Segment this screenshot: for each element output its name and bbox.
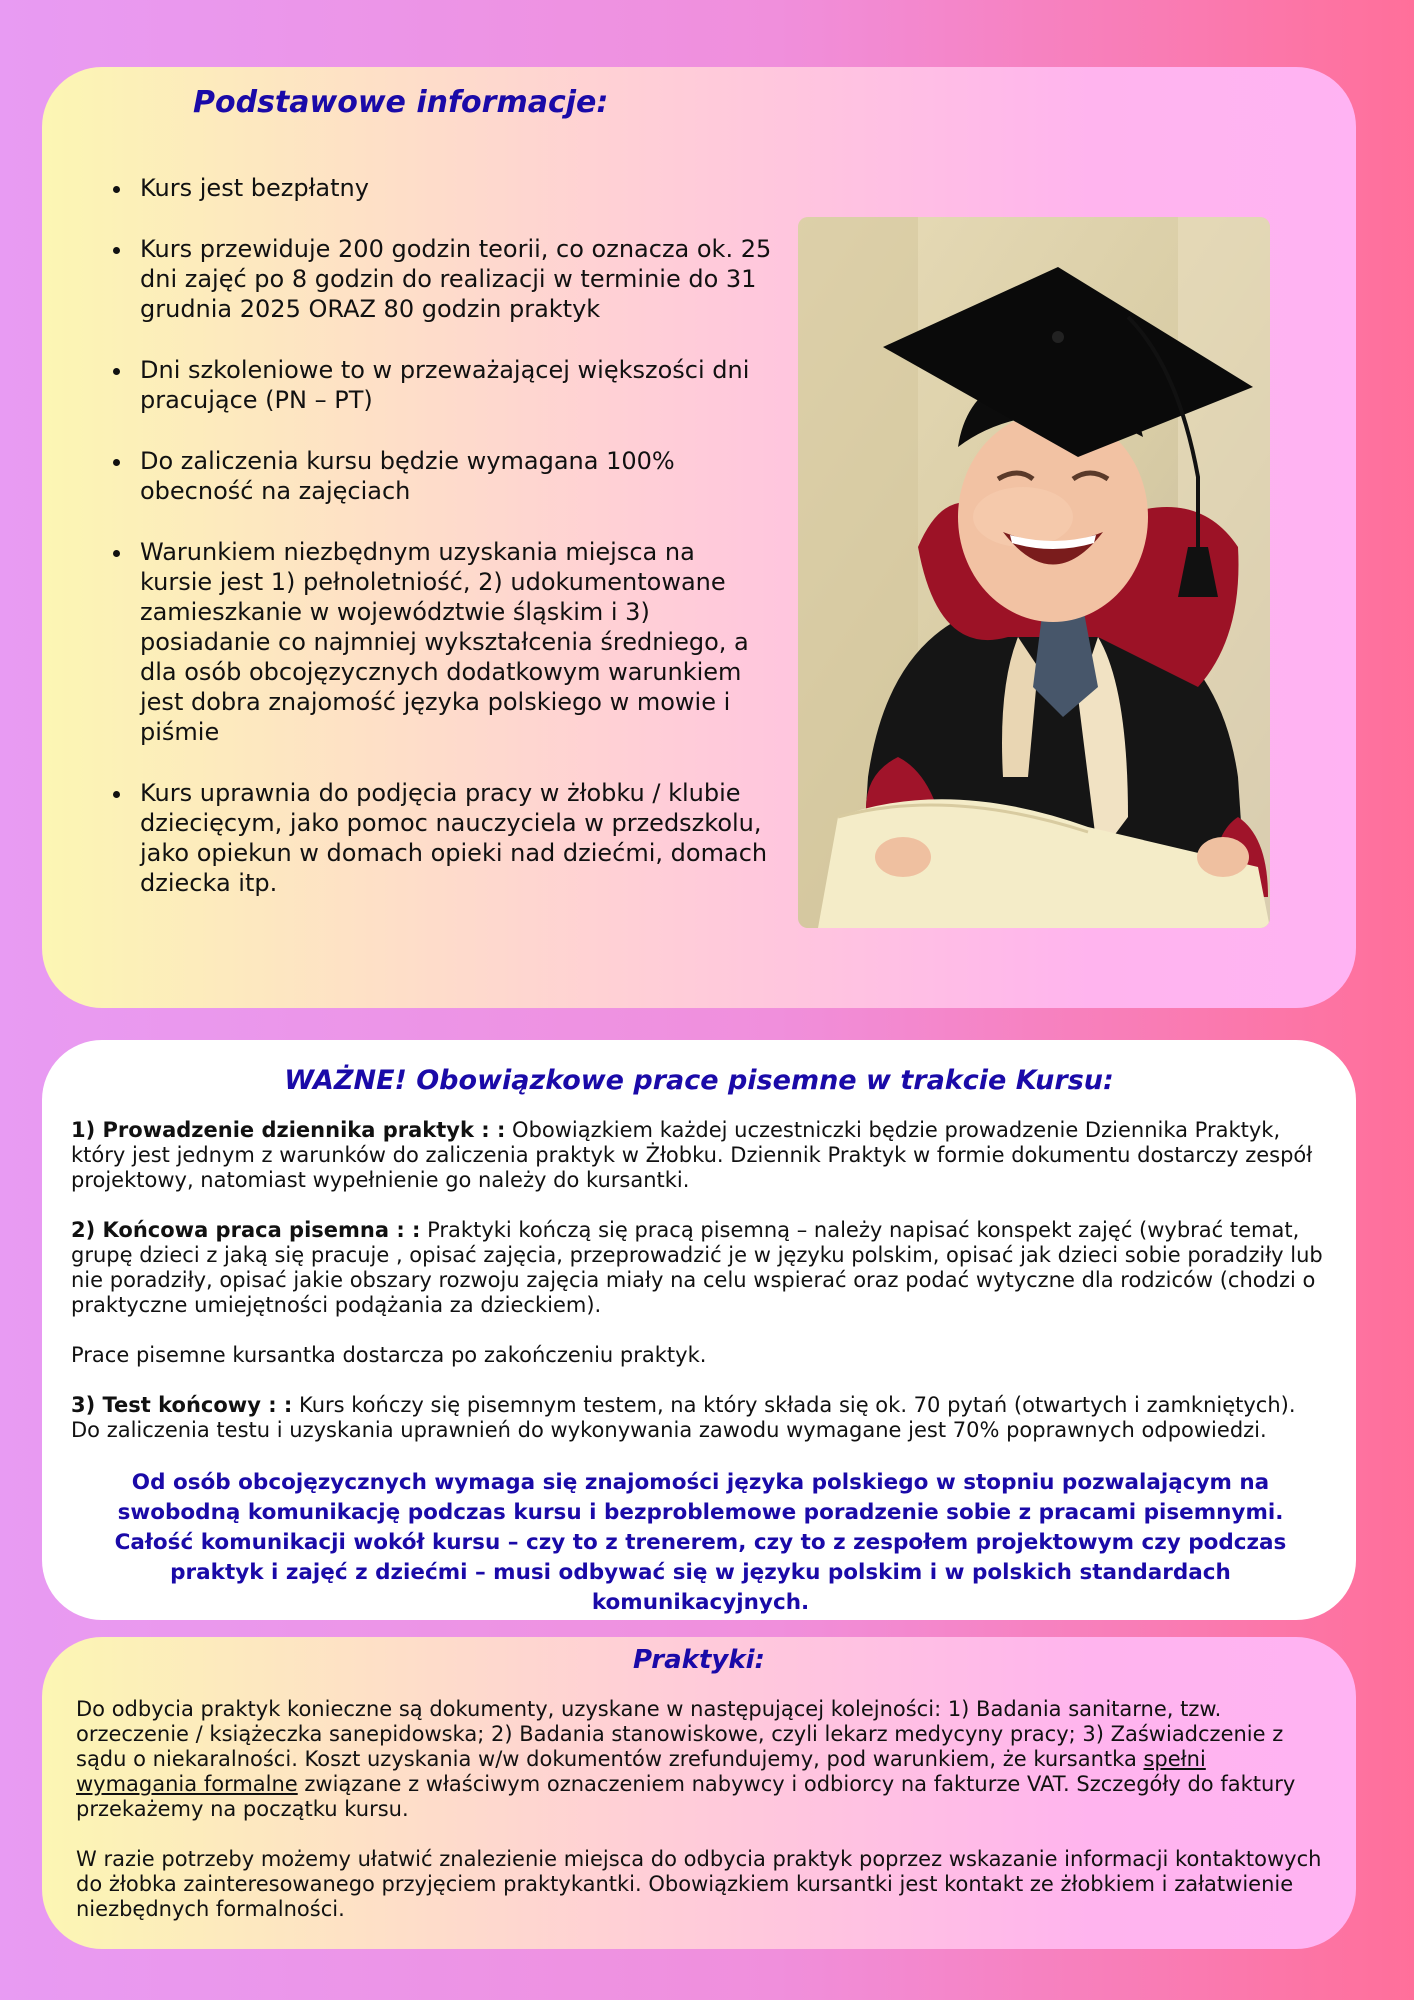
basic-info-list <box>108 173 774 929</box>
final-paper-paragraph <box>71 1218 1330 1318</box>
final-test-label: 3) Test końcowy : : <box>71 1393 293 1417</box>
diary-text: Obowiązkiem każdej uczestniczki będzie prowadzenie Dziennika Praktyk, który jest jednym z warunków do zaliczenia praktyk w Żłobku. Dziennik Praktyk w formie dokumentu dostarczy zespół projektowy, natomiast wypełnienie go należy do kursantki. <box>71 1118 1313 1192</box>
list-item: • Dni szkoleniowe to w przeważającej większości dni pracujące (PN – PT) <box>134 355 774 415</box>
final-paper-text: Praktyki kończą się pracą pisemną – należy napisać konspekt zajęć (wybrać temat, grupę dzieci z jaką się pracuje , opisać zajęcia, przeprowadzić je w języku polskim, opisać jak dzieci sobie poradziły lub nie poradziły, opisać jakie obszary rozwoju zajęcia miały na celu wspierać oraz podać wytyczne dla rodziców (chodzi o praktyczne umiejętności podążania za dzieckiem). <box>71 1218 1323 1317</box>
graduate-child-photo <box>798 217 1270 928</box>
list-item: • Do zaliczenia kursu będzie wymagana 100% obecność na zajęciach <box>134 446 774 506</box>
written-work-text <box>71 1118 1330 1618</box>
basic-info-panel <box>42 67 1356 1008</box>
placement-paragraph: W razie potrzeby możemy ułatwić znalezienie miejsca do odbycia praktyk poprzez wskazanie informacji kontaktowych do żłobka zainteresowanego przyjęciem praktykantki. Obowiązkiem kursantki jest kontakt ze żłobkiem i załatwienie niezbędnych formalności. <box>76 1847 1322 1921</box>
internship-title: Praktyki: <box>633 1645 765 1675</box>
list-item: • Kurs przewiduje 200 godzin teorii, co oznacza ok. 25 dni zajęć po 8 godzin do realizacji w terminie do 31 grudnia 2025 ORAZ 80 godzin praktyk <box>134 234 774 324</box>
delivery-paragraph: Prace pisemne kursantka dostarcza po zakończeniu praktyk. <box>71 1343 707 1367</box>
documents-text-a: Do odbycia praktyk konieczne są dokumenty, uzyskane w następującej kolejności: 1) Badania sanitarne, tzw. orzeczenie / książeczka sanepidowska; 2) Badania stanowiskowe, czyli lekarz medycyny pracy; 3) Zaświadczenie z sądu o niekaralności. Koszt uzyskania w/w dokumentów zrefundujemy, pod warunkiem, że kursantka <box>76 1697 1284 1771</box>
final-paper-label: 2) Końcowa praca pisemna : : <box>71 1218 421 1242</box>
written-work-panel <box>42 1040 1356 1620</box>
formal-requirements-link[interactable]: spełni wymagania formalne <box>76 1747 1206 1796</box>
diary-label: 1) Prowadzenie dziennika praktyk : : <box>71 1118 506 1142</box>
list-item: • Warunkiem niezbędnym uzyskania miejsca na kursie jest 1) pełnoletniość, 2) udokumentowane zamieszkanie w województwie śląskim i 3) posiadanie co najmniej wykształcenia średniego, a dla osób obcojęzycznych dodatkowym warunkiem jest dobra znajomość języka polskiego w mowie i piśmie <box>134 537 774 747</box>
final-test-text: Kurs kończy się pisemnym testem, na który składa się ok. 70 pytań (otwartych i zamkniętych). Do zaliczenia testu i uzyskania uprawnień do wykonywania zawodu wymagane jest 70% poprawnych odpowiedzi. <box>71 1393 1296 1442</box>
list-item: • Kurs jest bezpłatny <box>134 173 774 203</box>
basic-info-title: Podstawowe informacje: <box>193 85 609 120</box>
written-work-title: WAŻNE! Obowiązkowe prace pisemne w trakcie Kursu: <box>284 1065 1114 1096</box>
final-test-paragraph <box>71 1393 1330 1443</box>
documents-text-b: związane z właściwym oznaczeniem nabywcy i odbiorcy na fakturze VAT. Szczegóły do faktury przekażemy na początku kursu. <box>76 1772 1296 1821</box>
diary-paragraph <box>71 1118 1330 1193</box>
language-note: Od osób obcojęzycznych wymaga się znajomości języka polskiego w stopniu pozwalającym na swobodną komunikację podczas kursu i bezproblemowe poradzenie sobie z pracami pisemnymi. Całość komunikacji wokół kursu – czy to z trenerem, czy to z zespołem projektowym czy podczas praktyk i zajęć z dziećmi – musi odbywać się w języku polskim i w polskich standardach komunikacyjnych. <box>114 1470 1287 1615</box>
documents-paragraph <box>76 1697 1330 1822</box>
internship-text <box>76 1697 1330 1947</box>
list-item: • Kurs uprawnia do podjęcia pracy w żłobku / klubie dziecięcym, jako pomoc nauczyciela w przedszkolu, jako opiekun w domach opieki nad dziećmi, domach dziecka itp. <box>134 778 774 898</box>
internship-panel <box>42 1637 1356 1949</box>
